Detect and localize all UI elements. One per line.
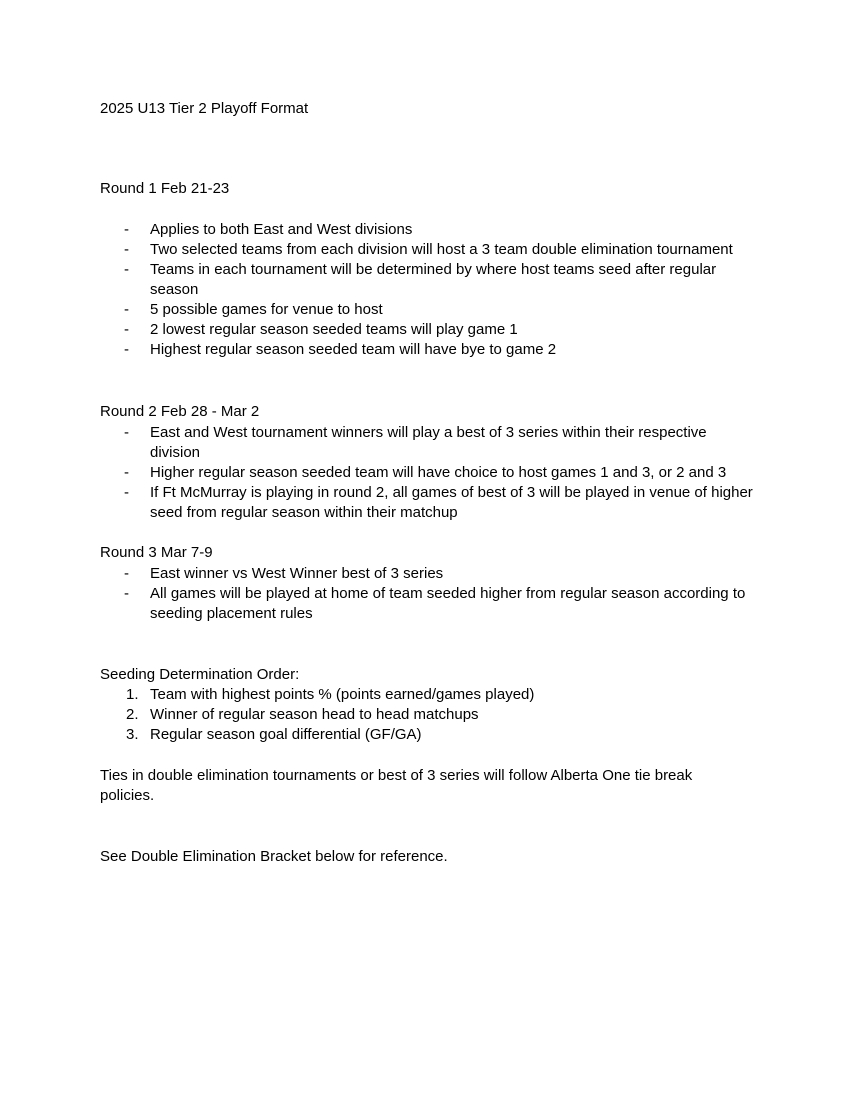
list-item: - Highest regular season seeded team will have bye to game 2 bbox=[124, 341, 557, 358]
bullet-dash: - bbox=[124, 301, 129, 318]
list-number: 1. bbox=[126, 686, 139, 703]
list-item: 3. Regular season goal differential (GF/GA) bbox=[126, 726, 422, 743]
list-item: - Applies to both East and West divisions bbox=[124, 221, 413, 238]
list-item: - Teams in each tournament will be determined by where host teams seed after regular season bbox=[124, 261, 717, 298]
list-item: - All games will be played at home of team seeded higher from regular season according to seeding placement rules bbox=[124, 585, 746, 622]
bullet-dash: - bbox=[124, 585, 129, 602]
round3-heading: Round 3 Mar 7-9 bbox=[100, 544, 213, 561]
list-item: - 5 possible games for venue to host bbox=[124, 301, 383, 318]
reference-note: See Double Elimination Bracket below for reference. bbox=[100, 848, 448, 865]
bullet-dash: - bbox=[124, 321, 129, 338]
round1-list bbox=[100, 220, 760, 360]
bullet-dash: - bbox=[124, 424, 129, 441]
list-item: - East and West tournament winners will play a best of 3 series within their respective division bbox=[124, 424, 707, 461]
list-number: 3. bbox=[126, 726, 139, 743]
bullet-dash: - bbox=[124, 565, 129, 582]
bullet-dash: - bbox=[124, 341, 129, 358]
list-number: 2. bbox=[126, 706, 139, 723]
seeding-heading: Seeding Determination Order: bbox=[100, 666, 300, 683]
list-item: - 2 lowest regular season seeded teams will play game 1 bbox=[124, 321, 518, 338]
bullet-dash: - bbox=[124, 484, 129, 501]
bullet-dash: - bbox=[124, 464, 129, 481]
round2-heading: Round 2 Feb 28 - Mar 2 bbox=[100, 403, 260, 420]
list-item: - East winner vs West Winner best of 3 series bbox=[124, 565, 444, 582]
ties-note: Ties in double elimination tournaments or best of 3 series will follow Alberta One tie break policies. bbox=[100, 767, 693, 804]
round3-list bbox=[100, 564, 760, 624]
bullet-dash: - bbox=[124, 241, 129, 258]
bullet-dash: - bbox=[124, 261, 129, 278]
seeding-list bbox=[100, 685, 760, 745]
list-item: 2. Winner of regular season head to head matchups bbox=[126, 706, 479, 723]
bullet-dash: - bbox=[124, 221, 129, 238]
list-item: - Higher regular season seeded team will have choice to host games 1 and 3, or 2 and 3 bbox=[124, 464, 727, 481]
document-title: 2025 U13 Tier 2 Playoff Format bbox=[100, 100, 309, 117]
round1-heading: Round 1 Feb 21-23 bbox=[100, 180, 230, 197]
list-item: 1. Team with highest points % (points earned/games played) bbox=[126, 686, 535, 703]
round2-list bbox=[100, 423, 760, 523]
list-item: - Two selected teams from each division will host a 3 team double elimination tournament bbox=[124, 241, 733, 258]
list-item: - If Ft McMurray is playing in round 2, all games of best of 3 will be played in venue of higher seed from regular season within their matchup bbox=[124, 484, 753, 521]
